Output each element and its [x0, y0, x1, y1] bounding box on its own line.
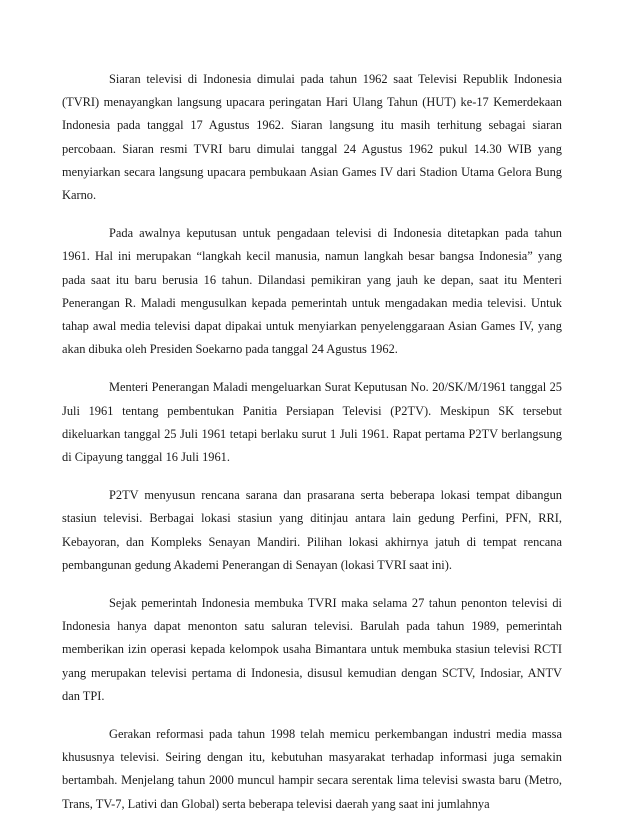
paragraph-station-location: P2TV menyusun rencana sarana dan prasarana serta beberapa lokasi tempat dibangun stasiun televisi. Berbagai lokasi stasiun yang ditinjau antara lain gedung Perfini, PFN, RRI, Kebayoran, dan Kompleks Senayan Mandiri. Pilihan lokasi akhirnya jatuh di tempat rencana pembangunan gedung Akademi Penerangan di Senayan (lokasi TVRI saat ini). — [62, 488, 562, 572]
paragraph-p2tv-formation: Menteri Penerangan Maladi mengeluarkan Surat Keputusan No. 20/SK/M/1961 tanggal 25 Juli 1961 tentang pembentukan Panitia Persiapan Televisi (P2TV). Meskipun SK tersebut dikeluarkan tanggal 25 Juli 1961 tetapi berlaku surut 1 Juli 1961. Rapat pertama P2TV berlangsung di Cipayung tanggal 16 Juli 1961. — [62, 380, 562, 465]
document-page — [62, 68, 562, 816]
paragraph-television-decision: Pada awalnya keputusan untuk pengadaan televisi di Indonesia ditetapkan pada tahun 1961. Hal ini merupakan “langkah kecil manusia, namun langkah besar bangsa Indonesia” yang pada saat itu baru berusia 16 tahun. Dilandasi pemikiran yang jauh ke depan, saat itu Menteri Penerangan R. Maladi mengusulkan kepada pemerintah untuk mengadakan media televisi. Untuk tahap awal media televisi dapat dipakai untuk menyiarkan penyelenggaraan Asian Games IV, yang akan dibuka oleh Presiden Soekarno pada tanggal 24 Agustus 1962. — [62, 226, 562, 357]
paragraph-private-television: Sejak pemerintah Indonesia membuka TVRI maka selama 27 tahun penonton televisi di Indonesia hanya dapat menonton satu saluran televisi. Barulah pada tahun 1989, pemerintah memberikan izin operasi kepada kelompok usaha Bimantara untuk membuka stasiun televisi RCTI yang merupakan televisi pertama di Indonesia, disusul kemudian dengan SCTV, Indosiar, ANTV dan TPI. — [62, 596, 562, 703]
paragraph-reformation-era: Gerakan reformasi pada tahun 1998 telah memicu perkembangan industri media massa khususnya televisi. Seiring dengan itu, kebutuhan masyarakat terhadap informasi juga semakin bertambah. Menjelang tahun 2000 muncul hampir secara serentak lima televisi swasta baru (Metro, Trans, TV-7, Lativi dan Global) serta beberapa televisi daerah yang saat ini jumlahnya — [62, 727, 562, 811]
paragraph-tvri-history: Siaran televisi di Indonesia dimulai pada tahun 1962 saat Televisi Republik Indonesia (TVRI) menayangkan langsung upacara peringatan Hari Ulang Tahun (HUT) ke-17 Kemerdekaan Indonesia pada tanggal 17 Agustus 1962. Siaran langsung itu masih terhitung sebagai siaran percobaan. Siaran resmi TVRI baru dimulai tanggal 24 Agustus 1962 pukul 14.30 WIB yang menyiarkan secara langsung upacara pembukaan Asian Games IV dari Stadion Utama Gelora Bung Karno. — [62, 72, 562, 203]
